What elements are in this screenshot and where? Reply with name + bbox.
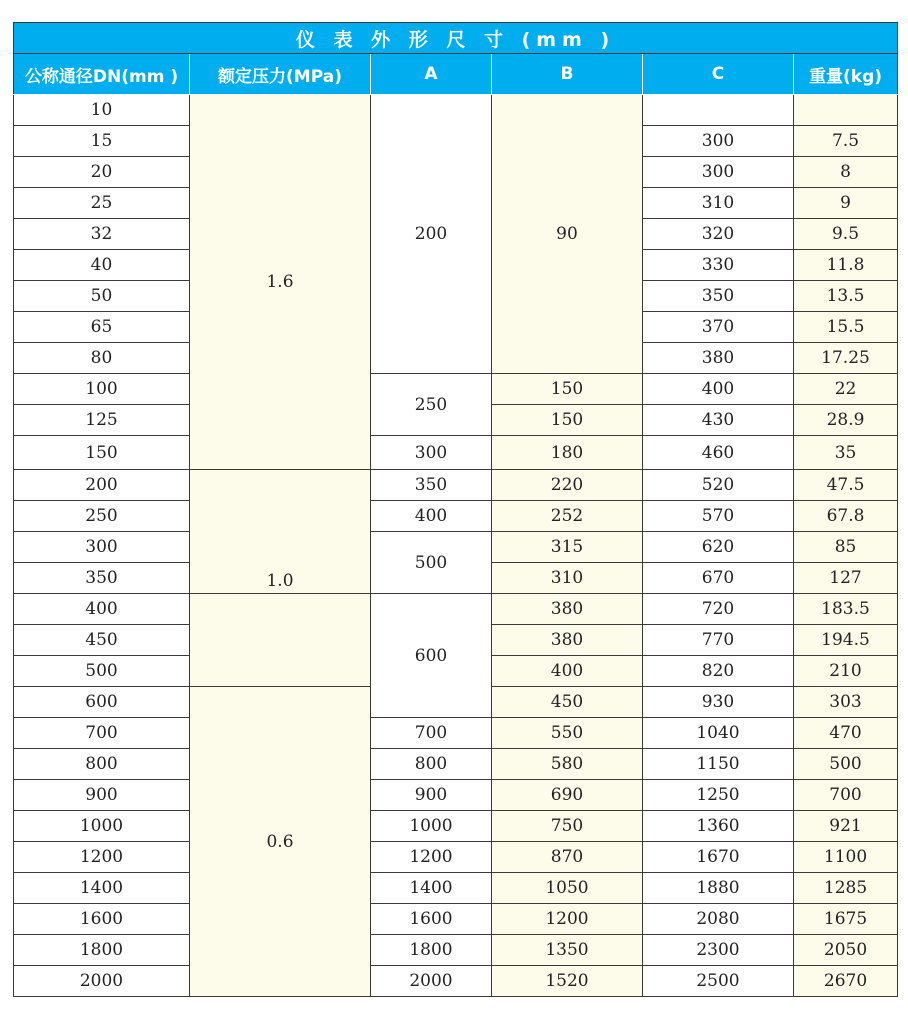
b-cell: 690 xyxy=(492,780,643,811)
table-row xyxy=(14,532,898,563)
weight-cell: 2050 xyxy=(794,935,898,966)
c-cell: 770 xyxy=(643,625,794,656)
dn-cell: 40 xyxy=(14,250,190,281)
a-cell: 1600 xyxy=(371,904,492,935)
a-cell: 700 xyxy=(371,718,492,749)
weight-cell: 28.9 xyxy=(794,405,898,436)
dn-cell: 15 xyxy=(14,126,190,157)
a-cell: 300 xyxy=(371,436,492,470)
weight-cell: 13.5 xyxy=(794,281,898,312)
dn-cell: 65 xyxy=(14,312,190,343)
dn-cell: 800 xyxy=(14,749,190,780)
c-cell: 1670 xyxy=(643,842,794,873)
dn-cell: 1000 xyxy=(14,811,190,842)
c-cell: 380 xyxy=(643,343,794,374)
dn-cell: 50 xyxy=(14,281,190,312)
header-pressure: 额定压力(MPa) xyxy=(190,54,371,95)
table-row xyxy=(14,904,898,935)
pressure-cell xyxy=(190,594,371,687)
table-row xyxy=(14,470,898,501)
a-cell: 500 xyxy=(371,532,492,594)
weight-cell: 9.5 xyxy=(794,219,898,250)
c-cell: 2300 xyxy=(643,935,794,966)
weight-cell: 85 xyxy=(794,532,898,563)
table-row xyxy=(14,95,898,126)
weight-cell: 17.25 xyxy=(794,343,898,374)
a-cell: 350 xyxy=(371,470,492,501)
b-cell: 220 xyxy=(492,470,643,501)
c-cell: 2500 xyxy=(643,966,794,997)
c-cell: 620 xyxy=(643,532,794,563)
dn-cell: 1600 xyxy=(14,904,190,935)
c-cell: 300 xyxy=(643,126,794,157)
c-cell xyxy=(643,95,794,126)
c-cell: 2080 xyxy=(643,904,794,935)
c-cell: 520 xyxy=(643,470,794,501)
dn-cell: 25 xyxy=(14,188,190,219)
header-a: A xyxy=(371,54,492,95)
dn-cell: 250 xyxy=(14,501,190,532)
c-cell: 1040 xyxy=(643,718,794,749)
pressure-cell: 1.0 xyxy=(190,470,371,594)
dn-cell: 700 xyxy=(14,718,190,749)
b-cell: 1350 xyxy=(492,935,643,966)
c-cell: 570 xyxy=(643,501,794,532)
pressure-cell: 1.6 xyxy=(190,95,371,470)
c-cell: 820 xyxy=(643,656,794,687)
b-cell: 310 xyxy=(492,563,643,594)
a-cell: 900 xyxy=(371,780,492,811)
a-cell: 1000 xyxy=(371,811,492,842)
a-cell: 600 xyxy=(371,594,492,718)
table-row xyxy=(14,966,898,997)
weight-cell: 210 xyxy=(794,656,898,687)
b-cell: 1200 xyxy=(492,904,643,935)
header-weight: 重量(kg) xyxy=(794,54,898,95)
weight-cell: 11.8 xyxy=(794,250,898,281)
table-row xyxy=(14,842,898,873)
dn-cell: 1400 xyxy=(14,873,190,904)
weight-cell: 127 xyxy=(794,563,898,594)
c-cell: 370 xyxy=(643,312,794,343)
weight-cell: 15.5 xyxy=(794,312,898,343)
pressure-cell: 0.6 xyxy=(190,687,371,997)
table-title: 仪 表 外 形 尺 寸 (mm ) xyxy=(14,23,898,54)
b-cell: 90 xyxy=(492,95,643,374)
dn-cell: 900 xyxy=(14,780,190,811)
dn-cell: 300 xyxy=(14,532,190,563)
table-row xyxy=(14,374,898,405)
c-cell: 1880 xyxy=(643,873,794,904)
dn-cell: 350 xyxy=(14,563,190,594)
weight-cell: 1100 xyxy=(794,842,898,873)
c-cell: 320 xyxy=(643,219,794,250)
dn-cell: 125 xyxy=(14,405,190,436)
table-row xyxy=(14,935,898,966)
weight-cell: 2670 xyxy=(794,966,898,997)
b-cell: 380 xyxy=(492,625,643,656)
c-cell: 400 xyxy=(643,374,794,405)
a-cell: 200 xyxy=(371,95,492,374)
b-cell: 580 xyxy=(492,749,643,780)
c-cell: 350 xyxy=(643,281,794,312)
b-cell: 750 xyxy=(492,811,643,842)
a-cell: 400 xyxy=(371,501,492,532)
c-cell: 330 xyxy=(643,250,794,281)
b-cell: 870 xyxy=(492,842,643,873)
dn-cell: 20 xyxy=(14,157,190,188)
c-cell: 1250 xyxy=(643,780,794,811)
weight-cell xyxy=(794,95,898,126)
dn-cell: 500 xyxy=(14,656,190,687)
dn-cell: 1200 xyxy=(14,842,190,873)
c-cell: 720 xyxy=(643,594,794,625)
c-cell: 430 xyxy=(643,405,794,436)
table-row xyxy=(14,436,898,470)
table-row xyxy=(14,780,898,811)
c-cell: 1150 xyxy=(643,749,794,780)
b-cell: 180 xyxy=(492,436,643,470)
c-cell: 310 xyxy=(643,188,794,219)
dn-cell: 10 xyxy=(14,95,190,126)
c-cell: 1360 xyxy=(643,811,794,842)
a-cell: 800 xyxy=(371,749,492,780)
weight-cell: 47.5 xyxy=(794,470,898,501)
dimension-table xyxy=(13,22,898,997)
c-cell: 670 xyxy=(643,563,794,594)
table-row xyxy=(14,594,898,625)
a-cell: 1200 xyxy=(371,842,492,873)
dn-cell: 1800 xyxy=(14,935,190,966)
c-cell: 300 xyxy=(643,157,794,188)
dn-cell: 32 xyxy=(14,219,190,250)
dn-cell: 100 xyxy=(14,374,190,405)
a-cell: 1400 xyxy=(371,873,492,904)
weight-cell: 22 xyxy=(794,374,898,405)
b-cell: 315 xyxy=(492,532,643,563)
weight-cell: 1675 xyxy=(794,904,898,935)
b-cell: 450 xyxy=(492,687,643,718)
table-row xyxy=(14,749,898,780)
header-b: B xyxy=(492,54,643,95)
a-cell: 250 xyxy=(371,374,492,436)
c-cell: 930 xyxy=(643,687,794,718)
table-row xyxy=(14,501,898,532)
b-cell: 150 xyxy=(492,374,643,405)
b-cell: 400 xyxy=(492,656,643,687)
weight-cell: 35 xyxy=(794,436,898,470)
weight-cell: 470 xyxy=(794,718,898,749)
dn-cell: 150 xyxy=(14,436,190,470)
dn-cell: 600 xyxy=(14,687,190,718)
weight-cell: 9 xyxy=(794,188,898,219)
header-dn: 公称通径DN(mm ) xyxy=(14,54,190,95)
a-cell: 1800 xyxy=(371,935,492,966)
dn-cell: 2000 xyxy=(14,966,190,997)
weight-cell: 303 xyxy=(794,687,898,718)
b-cell: 252 xyxy=(492,501,643,532)
weight-cell: 67.8 xyxy=(794,501,898,532)
dn-cell: 200 xyxy=(14,470,190,501)
table-row xyxy=(14,811,898,842)
table-row xyxy=(14,718,898,749)
weight-cell: 8 xyxy=(794,157,898,188)
b-cell: 150 xyxy=(492,405,643,436)
weight-cell: 183.5 xyxy=(794,594,898,625)
b-cell: 1520 xyxy=(492,966,643,997)
weight-cell: 1285 xyxy=(794,873,898,904)
b-cell: 1050 xyxy=(492,873,643,904)
dn-cell: 80 xyxy=(14,343,190,374)
b-cell: 550 xyxy=(492,718,643,749)
table-row xyxy=(14,873,898,904)
weight-cell: 921 xyxy=(794,811,898,842)
b-cell: 380 xyxy=(492,594,643,625)
weight-cell: 194.5 xyxy=(794,625,898,656)
a-cell: 2000 xyxy=(371,966,492,997)
dn-cell: 400 xyxy=(14,594,190,625)
weight-cell: 7.5 xyxy=(794,126,898,157)
weight-cell: 500 xyxy=(794,749,898,780)
c-cell: 460 xyxy=(643,436,794,470)
header-c: C xyxy=(643,54,794,95)
dn-cell: 450 xyxy=(14,625,190,656)
weight-cell: 700 xyxy=(794,780,898,811)
